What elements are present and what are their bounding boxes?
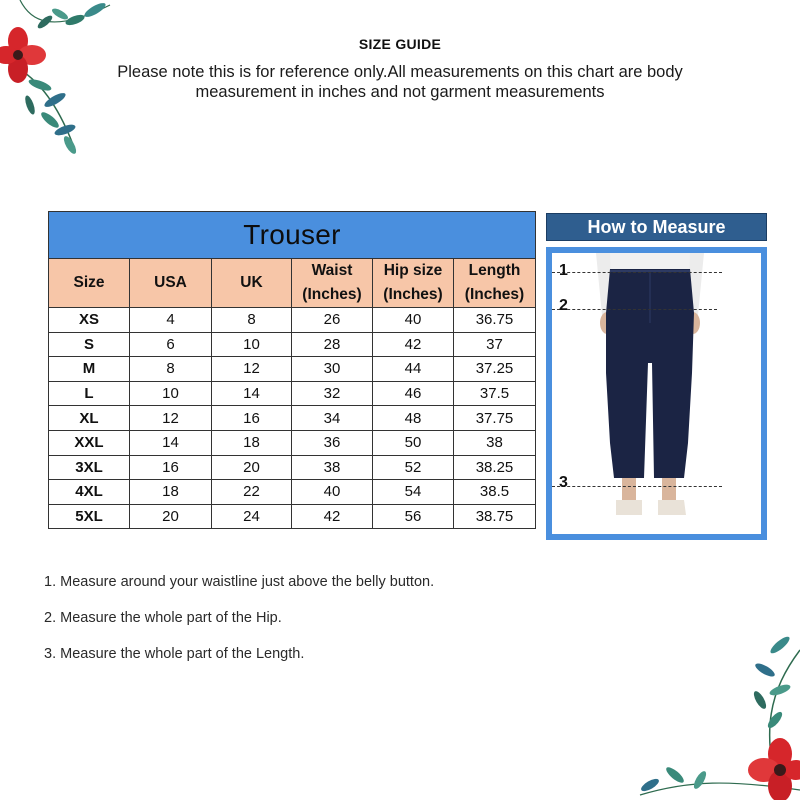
value-cell: 38 — [454, 430, 536, 455]
size-cell: M — [49, 357, 130, 382]
model-illustration — [546, 247, 767, 540]
value-cell: 4 — [130, 308, 212, 333]
marker-2: 2 — [559, 297, 568, 314]
value-cell: 50 — [373, 430, 454, 455]
column-header — [373, 259, 454, 308]
column-header-unit: (Inches) — [464, 286, 525, 303]
value-cell: 38.5 — [454, 480, 536, 505]
value-cell: 10 — [130, 381, 212, 406]
table-row — [49, 406, 536, 431]
value-cell: 28 — [292, 332, 373, 357]
value-cell: 42 — [373, 332, 454, 357]
value-cell: 44 — [373, 357, 454, 382]
value-cell: 18 — [130, 480, 212, 505]
reference-note: Please note this is for reference only.All measurements on this chart are body measurement in inches and not garment measurements — [117, 63, 683, 101]
column-header — [292, 259, 373, 308]
value-cell: 30 — [292, 357, 373, 382]
column-header — [212, 259, 292, 308]
column-header-label: Hip size — [383, 262, 443, 279]
value-cell: 38.25 — [454, 455, 536, 480]
table-row — [49, 430, 536, 455]
table-row — [49, 357, 536, 382]
value-cell: 56 — [373, 504, 454, 529]
size-table — [48, 211, 536, 529]
column-header-label: UK — [240, 274, 263, 291]
value-cell: 20 — [130, 504, 212, 529]
table-row — [49, 308, 536, 333]
size-cell: 3XL — [49, 455, 130, 480]
table-row — [49, 480, 536, 505]
size-cell: 5XL — [49, 504, 130, 529]
value-cell: 37.25 — [454, 357, 536, 382]
value-cell: 36.75 — [454, 308, 536, 333]
size-cell: XS — [49, 308, 130, 333]
column-header-label: Size — [73, 274, 105, 291]
column-header-label: USA — [154, 274, 187, 291]
column-header — [49, 259, 130, 308]
value-cell: 52 — [373, 455, 454, 480]
table-body — [49, 308, 536, 529]
size-chart — [48, 211, 535, 529]
column-header — [130, 259, 212, 308]
value-cell: 6 — [130, 332, 212, 357]
instruction-waist: 1. Measure around your waistline just above the belly button. — [44, 574, 435, 590]
value-cell: 48 — [373, 406, 454, 431]
value-cell: 37.75 — [454, 406, 536, 431]
value-cell: 42 — [292, 504, 373, 529]
value-cell: 40 — [292, 480, 373, 505]
column-header — [454, 259, 536, 308]
size-cell: XXL — [49, 430, 130, 455]
value-cell: 37.5 — [454, 381, 536, 406]
marker-3: 3 — [559, 474, 568, 491]
value-cell: 46 — [373, 381, 454, 406]
value-cell: 36 — [292, 430, 373, 455]
table-row — [49, 381, 536, 406]
value-cell: 8 — [212, 308, 292, 333]
measuring-instructions — [44, 573, 644, 681]
value-cell: 8 — [130, 357, 212, 382]
value-cell: 26 — [292, 308, 373, 333]
instruction-hip: 2. Measure the whole part of the Hip. — [44, 610, 282, 626]
value-cell: 24 — [212, 504, 292, 529]
value-cell: 38 — [292, 455, 373, 480]
size-cell: 4XL — [49, 480, 130, 505]
value-cell: 22 — [212, 480, 292, 505]
column-header-label: Length — [468, 262, 521, 279]
value-cell: 54 — [373, 480, 454, 505]
value-cell: 18 — [212, 430, 292, 455]
value-cell: 10 — [212, 332, 292, 357]
value-cell: 38.75 — [454, 504, 536, 529]
value-cell: 16 — [212, 406, 292, 431]
value-cell: 14 — [130, 430, 212, 455]
column-header-unit: (Inches) — [383, 286, 443, 303]
instruction-length: 3. Measure the whole part of the Length. — [44, 646, 305, 662]
size-cell: L — [49, 381, 130, 406]
table-row — [49, 504, 536, 529]
column-header-unit: (Inches) — [302, 286, 362, 303]
floral-decoration-bottom-right — [630, 630, 800, 800]
value-cell: 20 — [212, 455, 292, 480]
how-to-measure-panel — [546, 213, 767, 540]
table-title: Trouser — [49, 212, 536, 259]
value-cell: 37 — [454, 332, 536, 357]
page-title: SIZE GUIDE — [358, 36, 442, 52]
value-cell: 14 — [212, 381, 292, 406]
marker-1: 1 — [559, 262, 568, 279]
how-to-measure-title: How to Measure — [546, 213, 767, 241]
value-cell: 32 — [292, 381, 373, 406]
value-cell: 12 — [130, 406, 212, 431]
table-row — [49, 455, 536, 480]
column-header-label: Waist — [311, 262, 353, 279]
trouser-model-figure — [552, 253, 761, 534]
value-cell: 40 — [373, 308, 454, 333]
value-cell: 16 — [130, 455, 212, 480]
value-cell: 12 — [212, 357, 292, 382]
size-cell: XL — [49, 406, 130, 431]
table-header-row — [49, 259, 536, 308]
size-cell: S — [49, 332, 130, 357]
value-cell: 34 — [292, 406, 373, 431]
table-row — [49, 332, 536, 357]
